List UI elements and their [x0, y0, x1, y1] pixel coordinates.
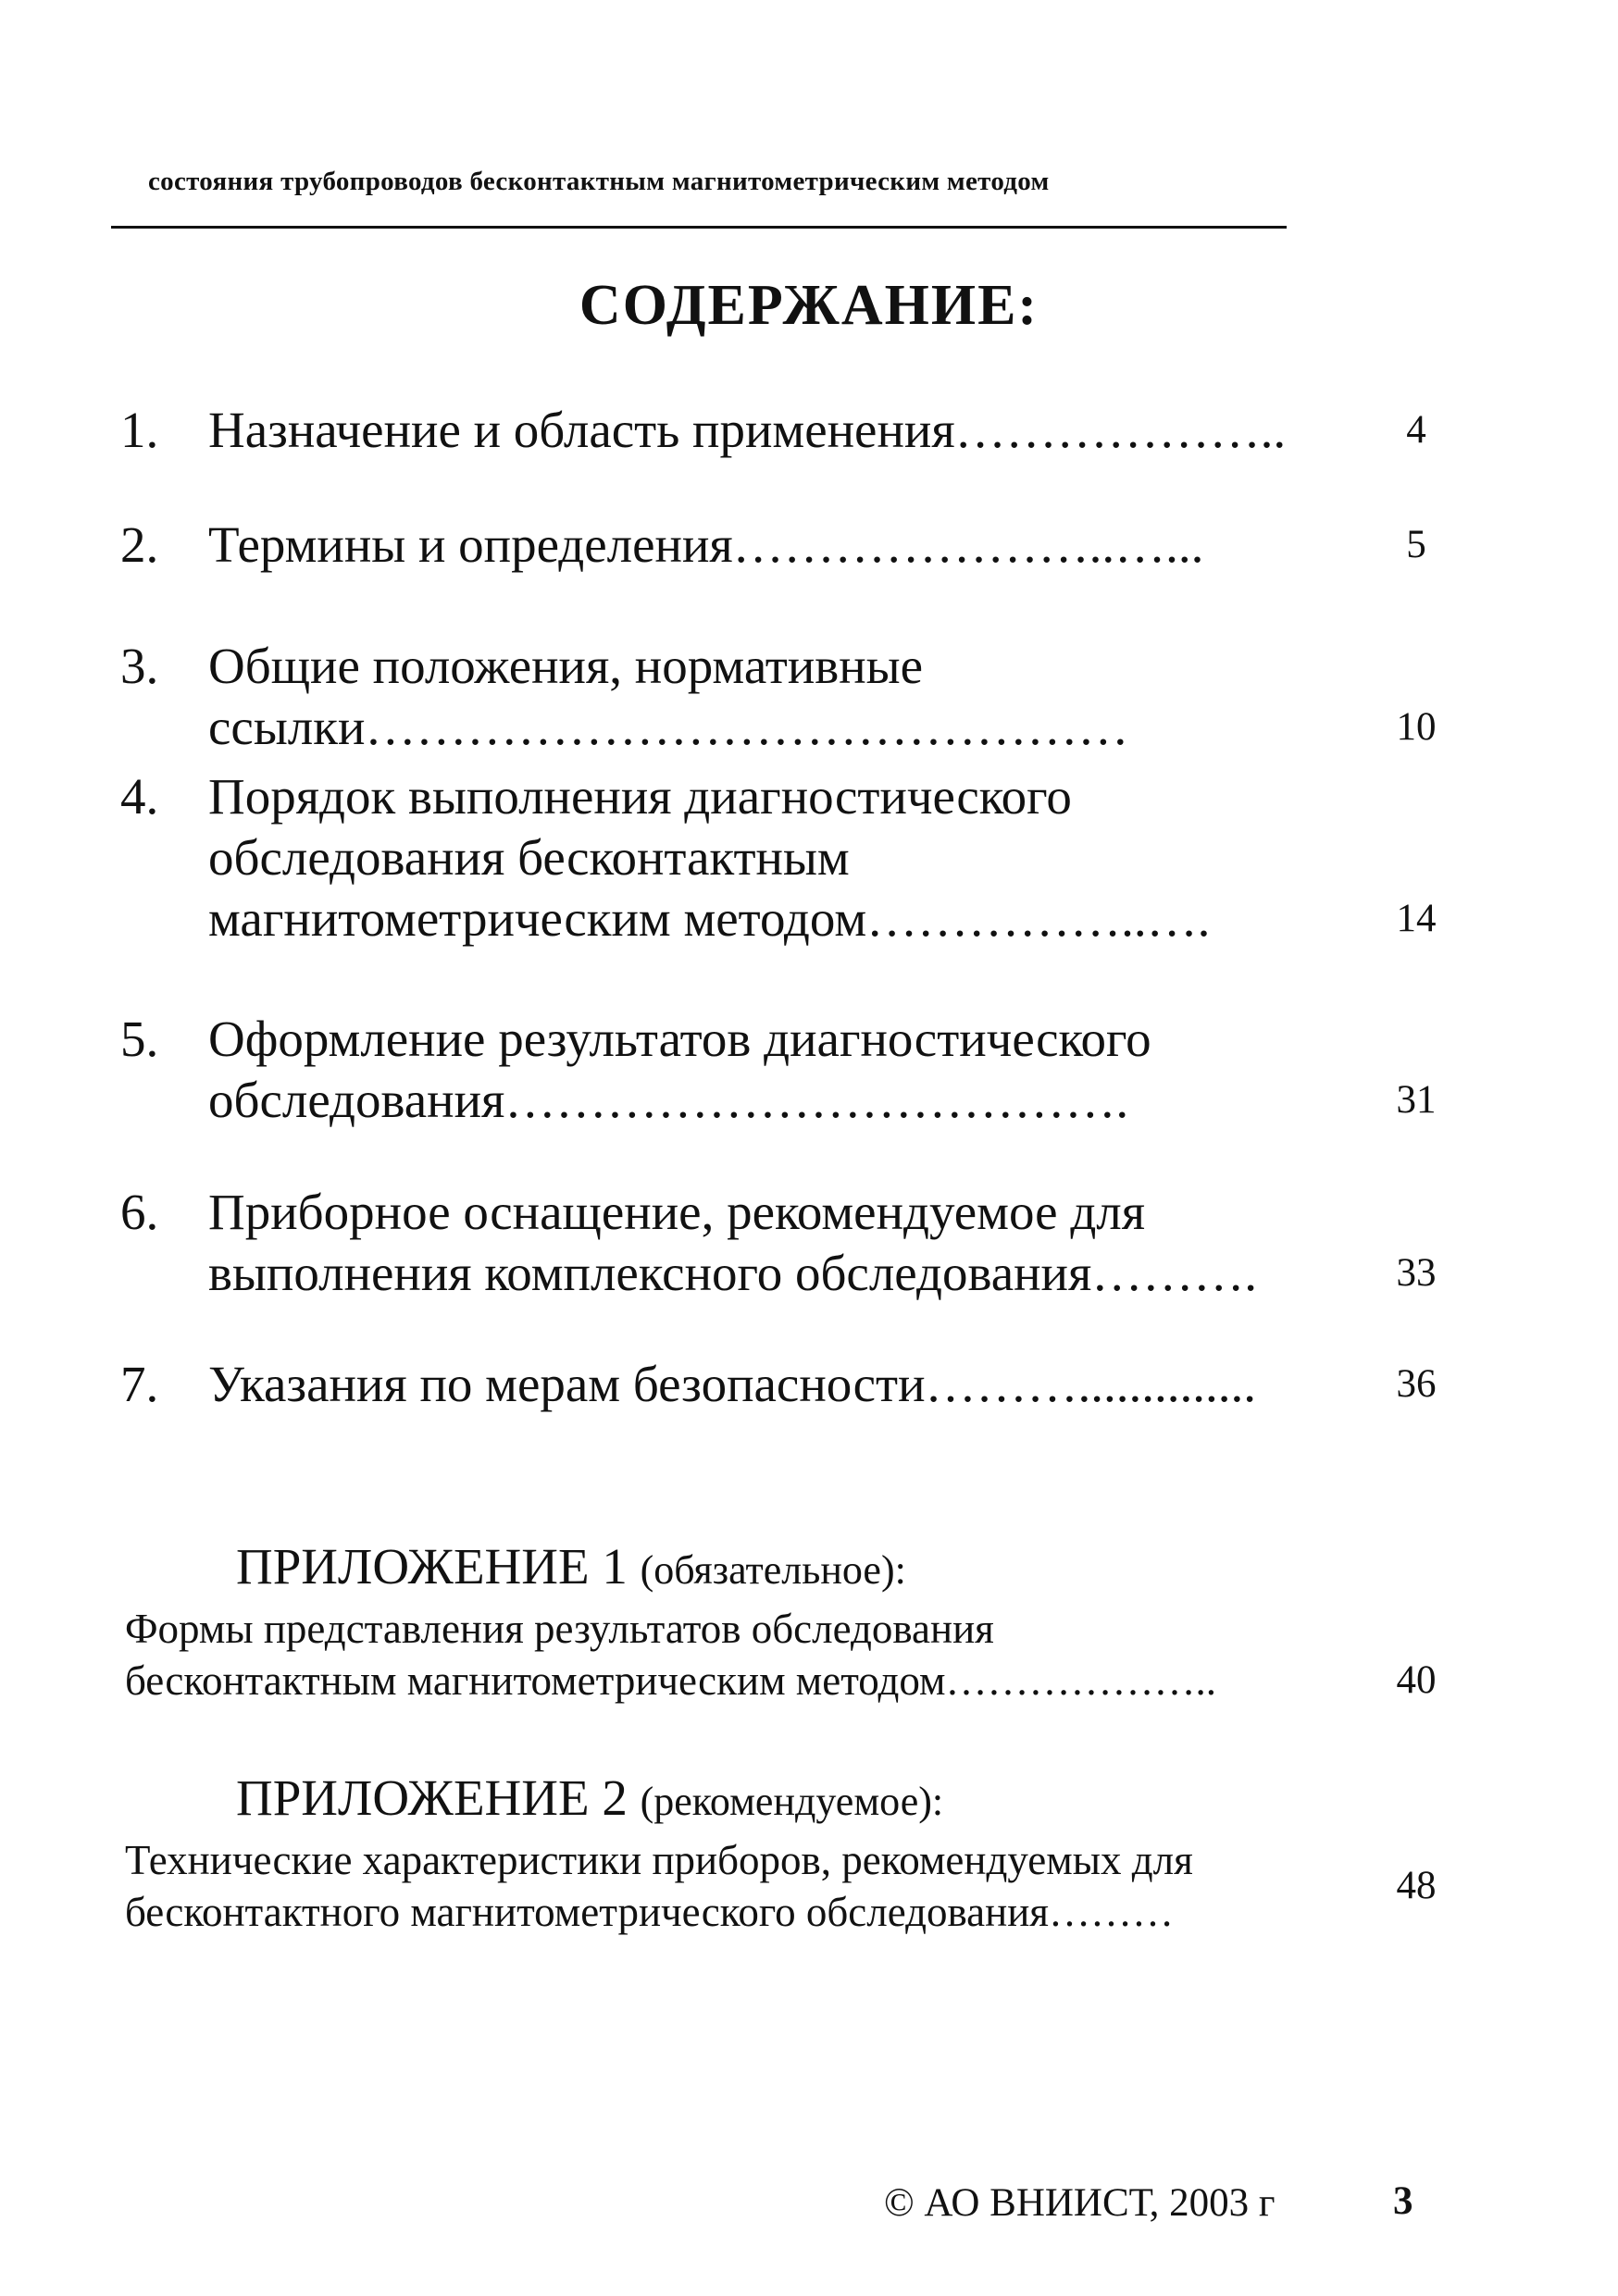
appendix-heading [236, 1536, 906, 1601]
footer-copyright: © АО ВНИИСТ, 2003 г [884, 2181, 1276, 2225]
appendix-line: Технические характеристики приборов, рекомендуемых для [125, 1837, 1193, 1883]
toc-entry-number: 1. [120, 402, 159, 458]
toc-entry-number: 7. [120, 1356, 159, 1412]
toc-entry-page: 5 [1406, 523, 1426, 566]
footer-page-number: 3 [1393, 2179, 1413, 2223]
toc-entry-line: обследования бесконтактным [208, 829, 850, 886]
toc-entry-text [208, 766, 1347, 949]
toc-entry-text [208, 1182, 1347, 1304]
header-rule [111, 226, 1287, 229]
appendix-qualifier: (обязательное): [640, 1547, 906, 1593]
toc-entry-line: Термины и определения…………………..…... [208, 516, 1204, 573]
toc-entry-page: 4 [1406, 408, 1426, 452]
appendix-page: 48 [1396, 1864, 1437, 1907]
toc-entry-text [208, 1354, 1347, 1415]
toc-entry-line: Указания по мерам безопасности……….............. [208, 1356, 1257, 1412]
toc-entry-line: Оформление результатов диагностического [208, 1011, 1151, 1067]
toc-entry-line: Порядок выполнения диагностического [208, 768, 1072, 825]
toc-entry-number: 3. [120, 638, 159, 694]
toc-entry-page: 36 [1396, 1362, 1437, 1406]
running-header: состояния трубопроводов бесконтактным магнитометрическим методом [148, 167, 1050, 196]
toc-title: СОДЕРЖАНИЕ: [579, 274, 1039, 337]
toc-entry-line: Назначение и область применения……………….. [208, 402, 1287, 458]
toc-entry-page: 33 [1396, 1251, 1437, 1295]
appendix-line: бесконтактным магнитометрическим методом……………….. [125, 1657, 1217, 1704]
toc-entry-text [208, 1009, 1347, 1131]
appendix-description [125, 1603, 1347, 1706]
appendix-line: бесконтактного магнитометрического обследования……… [125, 1889, 1174, 1935]
toc-entry-line: выполнения комплексного обследования………. [208, 1245, 1258, 1301]
toc-entry-number: 5. [120, 1011, 159, 1067]
appendix-heading [236, 1768, 943, 1832]
toc-entry-page: 31 [1396, 1078, 1437, 1122]
toc-entry-text [208, 400, 1347, 461]
appendix-page: 40 [1396, 1658, 1437, 1702]
toc-entry-number: 4. [120, 768, 159, 825]
toc-entry-text [208, 515, 1347, 576]
toc-entry-line: Общие положения, нормативные [208, 638, 924, 694]
toc-entry-page: 14 [1396, 897, 1437, 940]
toc-entry-number: 2. [120, 516, 159, 573]
appendix-title: ПРИЛОЖЕНИЕ 2 [236, 1769, 628, 1826]
toc-entry-line: ссылки……………………………………… [208, 699, 1129, 755]
toc-entry-text [208, 636, 1347, 758]
toc-entry-line: магнитометрическим методом……………..…. [208, 890, 1211, 947]
toc-entry-number: 6. [120, 1184, 159, 1240]
appendix-line: Формы представления результатов обследования [125, 1606, 994, 1652]
appendix-description [125, 1834, 1347, 1938]
toc-entry-line: обследования………………………………. [208, 1072, 1129, 1128]
toc-entry-line: Приборное оснащение, рекомендуемое для [208, 1184, 1146, 1240]
appendix-qualifier: (рекомендуемое): [640, 1779, 944, 1824]
appendix-title: ПРИЛОЖЕНИЕ 1 [236, 1538, 628, 1595]
toc-entry-page: 10 [1396, 705, 1437, 749]
